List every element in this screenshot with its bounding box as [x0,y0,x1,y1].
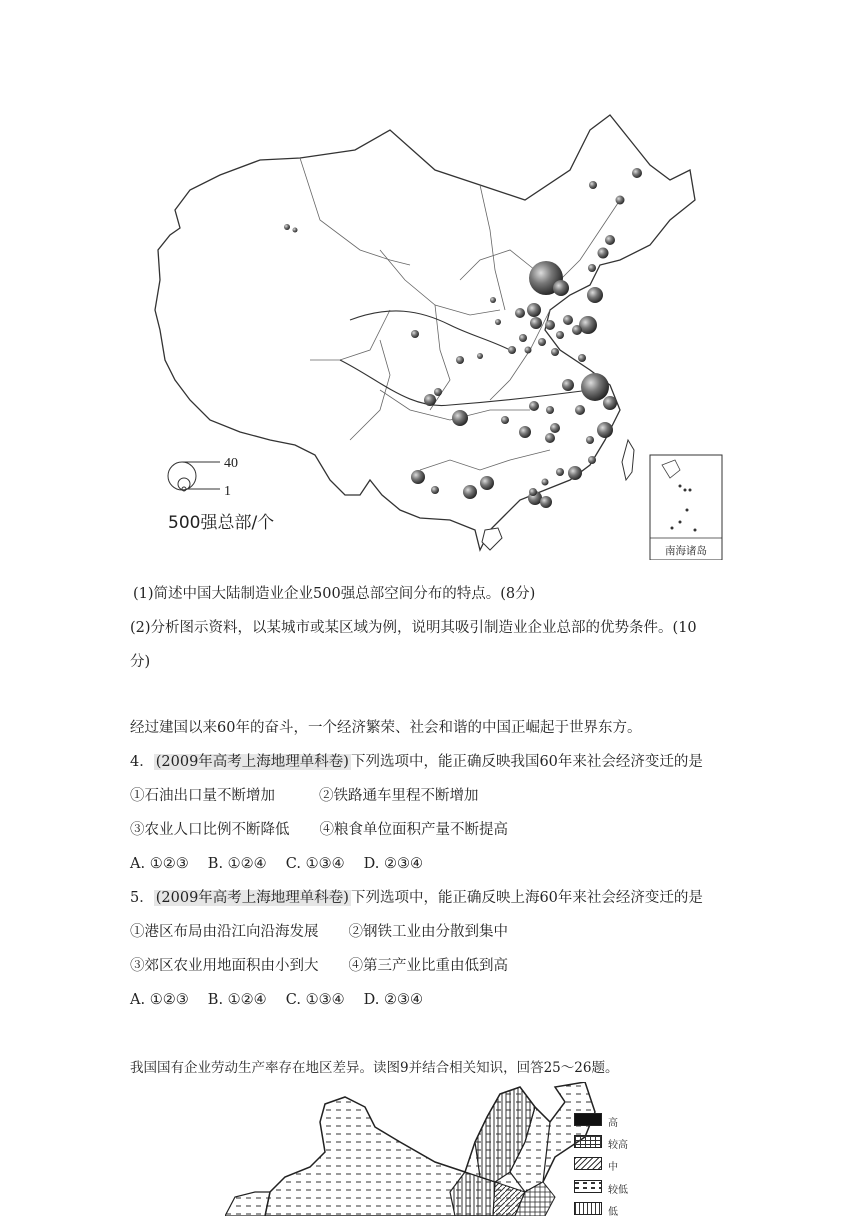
q4-choices: A. ①②③ B. ①②④ C. ①③④ D. ②③④ [130,856,424,872]
q4-source-tag: (2009年高考上海地理单科卷) [155,754,349,770]
question-2-line1: (2)分析图示资料，以某城市或某区域为例，说明其吸引制造业企业总部的优势条件。(10 [130,620,697,636]
q5-options-row2 [130,956,508,976]
q4-option-2: ②铁路通车里程不断增加 [319,788,479,804]
intro-2: 我国国有企业劳动生产率存在地区差异。读图9并结合相关知识，回答25～26题。 [130,1060,619,1076]
swatch-low [574,1202,602,1215]
q4-option-3: ③农业人口比例不断降低 [130,822,290,838]
q5-option-2: ②钢铁工业由分散到集中 [348,924,508,940]
swatch-fairly-high [574,1135,602,1148]
q4-options-row2 [130,820,508,840]
intro-text: 经过建国以来60年的奋斗，一个经济繁荣、社会和谐的中国正崛起于世界东方。 [130,720,642,736]
q4-text: 下列选项中，能正确反映我国60年来社会经济变迁的是 [350,754,703,770]
south-china-sea-inset [650,455,722,560]
inset-label: 南海诸岛 [665,545,707,557]
enterprise-hq-map [150,110,730,560]
q4-option-1: ①石油出口量不断增加 [130,788,275,804]
legend-large-label: 40 [224,456,238,471]
q5-text: 下列选项中，能正确反映上海60年来社会经济变迁的是 [350,890,703,906]
china-outline [155,115,695,550]
q5-option-1: ①港区布局由沿江向沿海发展 [130,924,319,940]
q4-number: 4． [130,754,154,770]
q5-options-row1 [130,922,508,942]
q5-option-4: ④第三产业比重由低到高 [348,958,508,974]
hainan [482,528,502,550]
q5-stem [130,888,703,908]
productivity-map [225,1082,655,1216]
q4-option-4: ④粮食单位面积产量不断提高 [319,822,508,838]
q5-number: 5． [130,890,154,906]
q5-choices: A. ①②③ B. ①②④ C. ①③④ D. ②③④ [130,992,424,1008]
question-2-line2: 分) [130,654,151,670]
question-1: (1)简述中国大陆制造业企业500强总部空间分布的特点。(8分) [133,586,536,602]
swatch-fairly-low [574,1180,602,1193]
swatch-medium [574,1157,602,1170]
taiwan [622,440,634,480]
q5-option-3: ③郊区农业用地面积由小到大 [130,958,319,974]
q4-stem [130,752,703,772]
q4-options-row1 [130,786,479,806]
q5-source-tag: (2009年高考上海地理单科卷) [155,890,349,906]
legend-small-label: 1 [224,484,231,499]
legend-title: 500强总部/个 [168,513,275,533]
swatch-high [574,1113,602,1126]
